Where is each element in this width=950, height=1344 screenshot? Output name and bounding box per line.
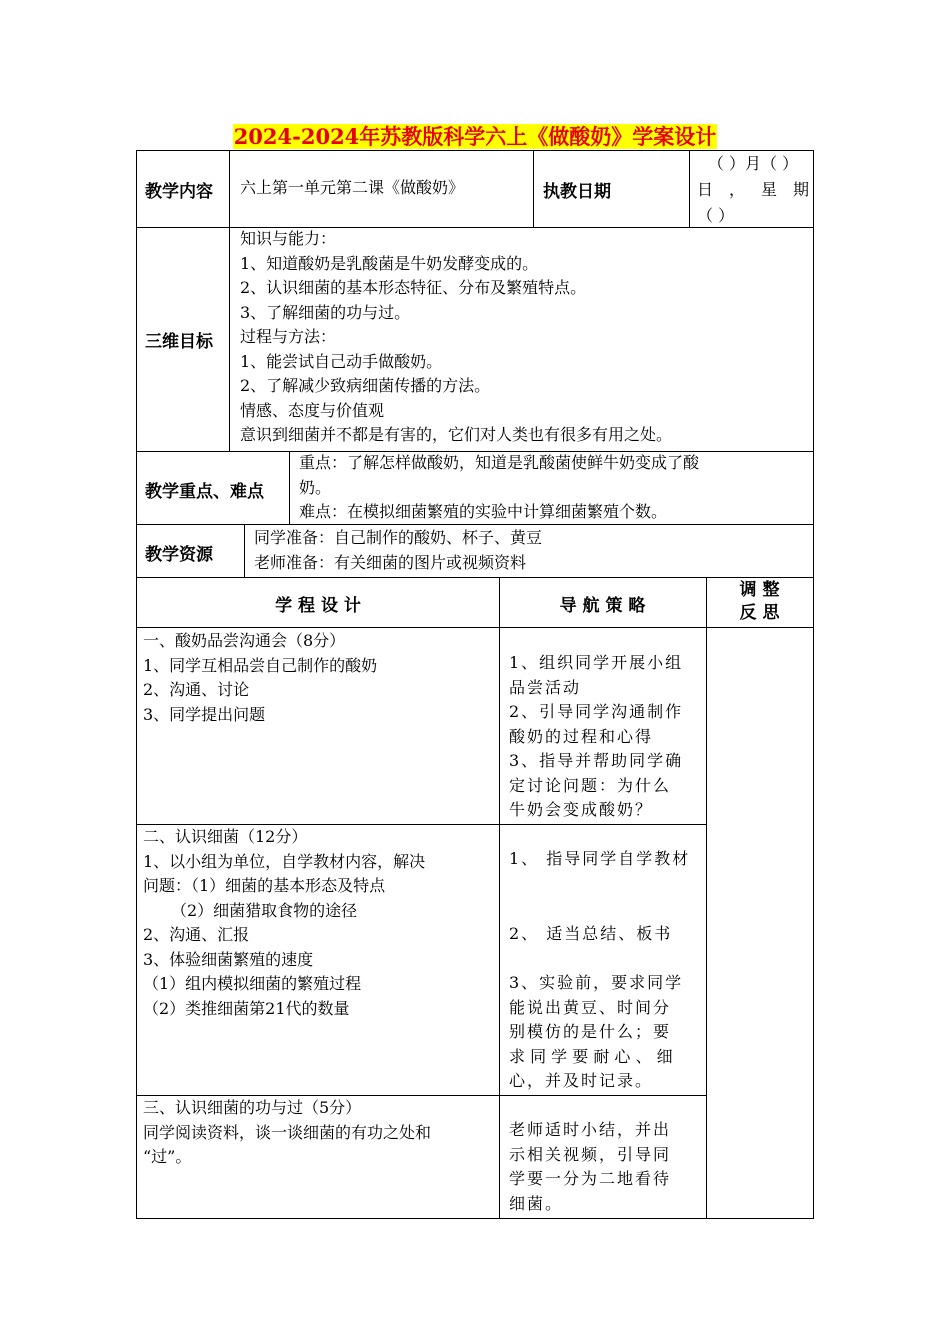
design-line: 一、酸奶品尝沟通会（8分） [143,631,346,650]
goals-text [240,227,672,448]
col-divider [533,151,534,227]
design-line: 3、同学提出问题 [143,704,266,724]
keypoints-line: 奶。 [299,477,332,497]
goals-label: 三维目标 [145,332,213,352]
section-3-design [143,1096,431,1170]
col-divider [289,451,290,524]
section-2-strategy-2: 2、 适当总结、板书 [509,924,673,943]
strategy-line: 酸奶的过程和心得 [509,726,654,746]
section-2-strategy-1: 1、 指导同学自学教材 [509,849,691,868]
design-line: （2）类推细菌第21代的数量 [143,998,350,1018]
strategy-line: 细菌。 [509,1193,564,1213]
goals-line: 3、了解细菌的功与过。 [240,302,411,322]
keypoints-text [299,451,699,525]
section-1-strategy [509,651,683,823]
row-divider [137,627,813,628]
date-line: 日 ， 星 期 [697,180,809,199]
strategy-line: 品尝活动 [509,677,582,697]
strategy-line: 定讨论问题：为什么 [509,775,672,795]
goals-line: 2、认识细菌的基本形态特征、分布及繁殖特点。 [240,278,587,297]
date-value [697,151,809,229]
col-divider [706,577,707,1218]
design-line: 2、沟通、汇报 [143,925,250,944]
design-line: 问题：（1）细菌的基本形态及特点 [143,876,386,895]
goals-line: 知识与能力： [240,229,337,248]
design-line: 1、以小组为单位，自学教材内容，解决 [143,851,426,871]
strategy-line: 2、引导同学沟通制作 [509,702,684,721]
keypoints-line: 难点：在模拟细菌繁殖的实验中计算细菌繁殖个数。 [299,502,668,521]
design-line: 2、沟通、讨论 [143,680,250,699]
design-line: “过”。 [143,1147,192,1166]
content-label: 教学内容 [145,182,213,202]
design-line: （1）组内模拟细菌的繁殖过程 [143,974,362,993]
col-divider [229,227,230,451]
content-value: 六上第一单元第二课《做酸奶》 [240,178,465,197]
design-line: （2）细菌猎取食物的途径 [171,900,358,920]
document-title: 2024-2024年苏教版科学六上《做酸奶》学案设计 [233,124,717,149]
section-2-strategy-3 [509,971,683,1094]
strategy-line: 别模仿的是什么；要 [509,1022,672,1041]
strategy-line: 老师适时小结，并出 [509,1120,672,1139]
strategy-line: 求 同 学 要 耐 心 、 细 [509,1046,673,1066]
design-line: 1、同学互相品尝自己制作的酸奶 [143,655,378,675]
row-divider [137,577,813,578]
resources-line: 同学准备：自己制作的酸奶、杯子、黄豆 [254,528,543,547]
design-line: 二、认识细菌（12分） [143,827,308,846]
strategy-line: 1、组织同学开展小组 [509,653,684,672]
goals-line: 1、能尝试自己动手做酸奶。 [240,351,443,371]
col-divider [689,151,690,227]
strategy-line: 3、指导并帮助同学确 [509,751,684,770]
strategy-header: 导 航 策 略 [559,596,646,616]
col-divider [499,577,500,1218]
strategy-line: 3、实验前，要求同学 [509,973,684,992]
keypoints-label: 教学重点、难点 [145,482,264,502]
date-line: （ ） [697,206,735,225]
col-divider [244,524,245,577]
lesson-plan-table [136,150,814,1219]
resources-text [254,526,542,575]
design-line: 3、体验细菌繁殖的速度 [143,949,314,969]
col-divider [229,151,230,227]
section-2-design [143,825,425,1021]
goals-line: 过程与方法： [240,327,337,346]
section-1-design [143,629,377,727]
strategy-line: 心，并及时记录。 [509,1071,654,1090]
resources-label: 教学资源 [145,545,213,565]
strategy-line: 能说出黄豆、时间分 [509,997,672,1017]
design-line: 三、认识细菌的功与过（5分） [143,1098,362,1117]
goals-line: 情感、态度与价值观 [240,400,385,420]
keypoints-line: 重点：了解怎样做酸奶，知道是乳酸菌使鲜牛奶变成了酸 [299,453,700,472]
reflect-header: 调 整 反 思 [739,580,780,623]
resources-line: 老师准备：有关细菌的图片或视频资料 [254,552,527,572]
section-3-strategy [509,1118,671,1216]
design-header: 学 程 设 计 [275,596,361,616]
date-label: 执教日期 [543,182,611,202]
strategy-line: 示相关视频，引导同 [509,1144,672,1164]
strategy-line: 牛奶会变成酸奶？ [509,800,654,819]
goals-line: 2、了解减少致病细菌传播的方法。 [240,376,491,395]
date-line: （ ）月（ ） [707,154,799,173]
strategy-line: 学要一分为二地看待 [509,1169,672,1188]
goals-line: 1、知道酸奶是乳酸菌是牛奶发酵变成的。 [240,253,539,273]
design-line: 同学阅读资料，谈一谈细菌的有功之处和 [143,1122,432,1142]
goals-line: 意识到细菌并不都是有害的，它们对人类也有很多有用之处。 [240,425,673,444]
